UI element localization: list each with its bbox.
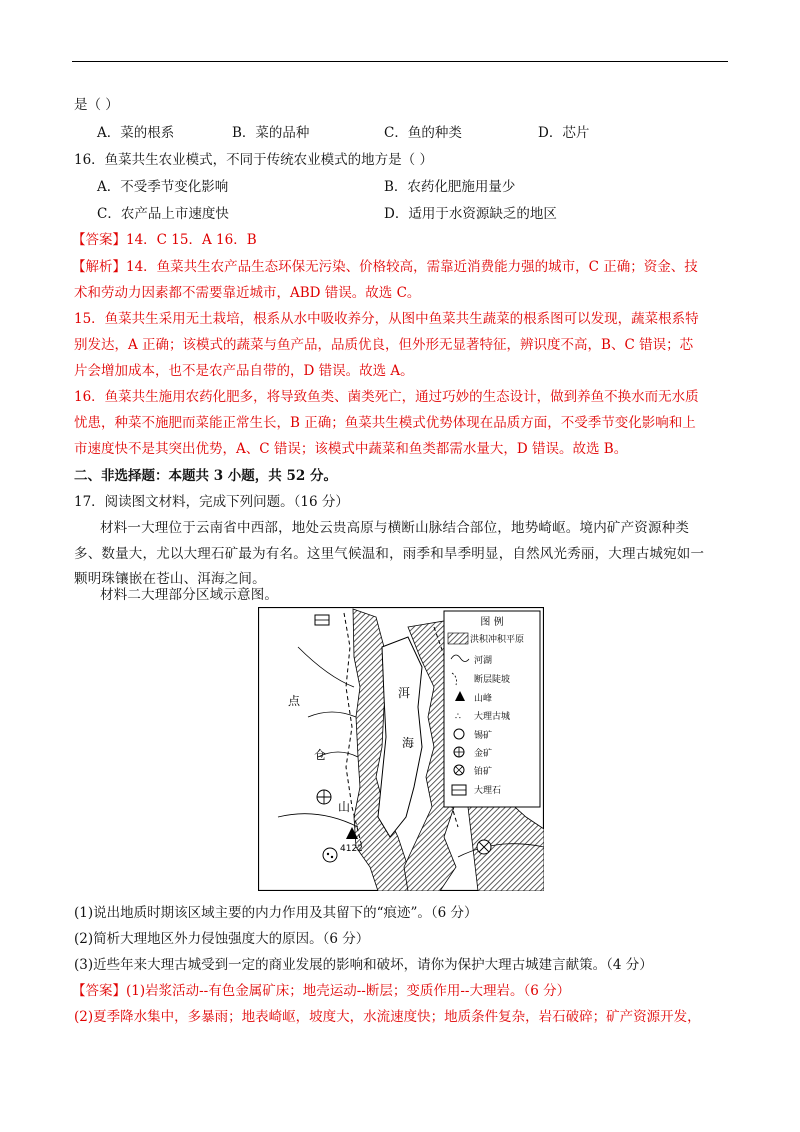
material-2-caption: 材料二大理部分区域示意图。	[100, 587, 279, 603]
q15-option-d: D．芯片	[538, 125, 590, 141]
explain-16-line3: 市速度快不是其突出优势，A、C 错误；该模式中蔬菜和鱼类都需水量大，D 错误。故选 B。	[74, 441, 628, 457]
q16-option-c: C．农产品上市速度快	[97, 206, 229, 222]
q16-option-b: B．农药化肥施用量少	[384, 179, 516, 195]
sub-question-2: (2)简析大理地区外力侵蚀强度大的原因。（6 分）	[74, 931, 370, 947]
label-cang: 仓	[314, 748, 327, 762]
label-er: 洱	[398, 686, 411, 700]
legend-tin: 锡矿	[474, 731, 493, 741]
legend-fault: 断层陡坡	[474, 675, 511, 685]
peak-elevation: 4122	[340, 844, 363, 854]
legend-gold: 金矿	[474, 749, 493, 759]
legend-town: 大理古城	[474, 712, 511, 722]
q15-option-b: B．菜的品种	[232, 125, 310, 141]
explain-15-line3: 片会增加成本，也不是农产品自带的，D 错误。故选 A。	[74, 363, 414, 379]
q17-stem: 17．阅读图文材料，完成下列问题。（16 分）	[74, 494, 349, 510]
answer-17-line2: (2)夏季降水集中，多暴雨；地表崎岖，坡度大，水流速度快；地质条件复杂，岩石破碎；矿产资源开发，	[74, 1009, 701, 1025]
section-2-heading: 二、非选择题：本题共 3 小题，共 52 分。	[74, 468, 337, 484]
q15-option-c: C．鱼的种类	[384, 125, 462, 141]
answer-17-line1: 【答案】(1)岩浆活动--有色金属矿床；地壳运动--断层；变质作用--大理岩。（6 分）	[72, 983, 571, 999]
legend-lake: 河湖	[474, 656, 493, 666]
tin-mine-symbol	[323, 848, 337, 862]
material-1-line2: 多、数量大，尤以大理石矿最为有名。这里气候温和，雨季和旱季明显，自然风光秀丽，大理古城宛如一	[74, 546, 705, 562]
explain-15-line1: 15．鱼菜共生采用无土栽培，根系从水中吸收养分，从图中鱼菜共生蔬菜的根系图可以发现，蔬菜根系特	[74, 311, 699, 327]
legend-tin-swatch	[454, 729, 464, 739]
dali-region-map	[258, 607, 544, 891]
label-dian: 点	[288, 694, 301, 708]
explain-14-line2: 术和劳动力因素都不需要靠近城市，ABD 错误。故选 C。	[74, 285, 421, 301]
q16-option-a: A．不受季节变化影响	[97, 179, 229, 195]
explain-14-line1: 【解析】14．鱼菜共生农产品生态环保无污染、价格较高，需靠近消费能力强的城市，C 正确；资金、技	[72, 259, 698, 275]
legend-marble: 大理石	[474, 786, 502, 796]
header-rule	[72, 61, 728, 62]
material-1-line1: 材料一大理位于云南省中西部，地处云贵高原与横断山脉结合部位，地势崎岖。境内矿产资源种类	[100, 520, 690, 536]
legend-title: 图 例	[480, 617, 504, 628]
legend-platinum: 铂矿	[474, 767, 493, 777]
explain-15-line2: 别发达，A 正确；该模式的蔬菜与鱼产品，品质优良，但外形无显著特征，辨识度不高，B、C 错误；芯	[74, 337, 694, 353]
legend-plain-swatch	[448, 633, 468, 644]
q16-stem: 16．鱼菜共生农业模式，不同于传统农业模式的地方是（ ）	[74, 152, 433, 168]
label-shan: 山	[338, 800, 351, 814]
q15-option-a: A．菜的根系	[97, 125, 175, 141]
sub-question-3: (3)近些年来大理古城受到一定的商业发展的影响和破坏，请你为保护大理古城建言献策。（4 分）	[74, 957, 653, 973]
q16-option-d: D．适用于水资源缺乏的地区	[384, 206, 557, 222]
label-hai: 海	[402, 736, 415, 750]
material-1-line3: 颗明珠镶嵌在苍山、洱海之间。	[74, 571, 266, 587]
answer-14-16: 【答案】14．C 15．A 16．B	[72, 232, 257, 248]
q15-stem-tail: 是（ ）	[74, 97, 119, 113]
explain-16-line1: 16．鱼菜共生施用农药化肥多，将导致鱼类、菌类死亡，通过巧妙的生态设计，做到养鱼不换水而无水质	[74, 389, 699, 405]
legend-peak: 山峰	[474, 694, 493, 704]
legend-plain: 洪积冲积平原	[470, 635, 525, 645]
explain-16-line2: 忧患，种菜不施肥而菜能正常生长，B 正确；鱼菜共生模式优势体现在品质方面，不受季节变化影响和上	[74, 415, 696, 431]
legend-town-swatch: ∴	[455, 712, 461, 722]
sub-question-1: (1)说出地质时期该区域主要的内力作用及其留下的“痕迹”。（6 分）	[74, 905, 478, 921]
